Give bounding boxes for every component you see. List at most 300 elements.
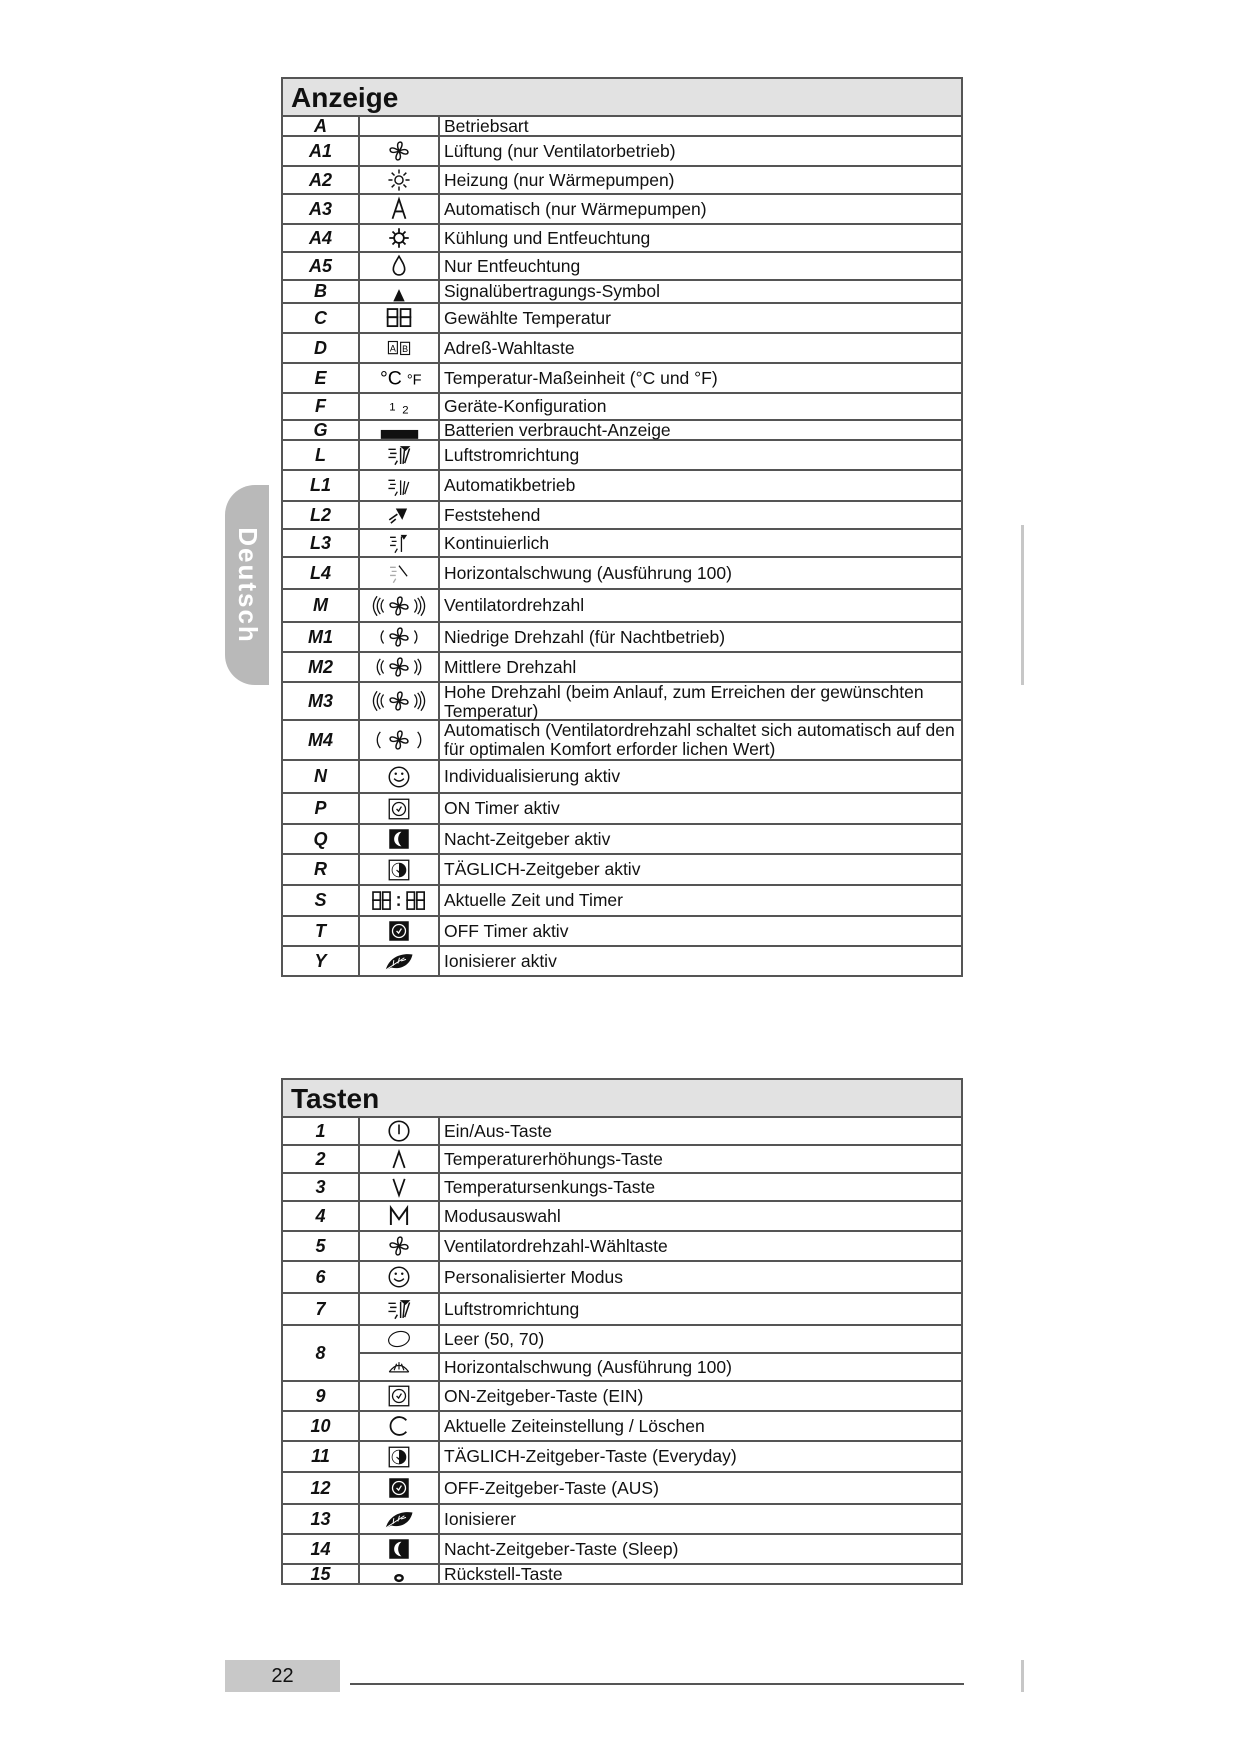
tasten-table — [281, 1078, 963, 1585]
airflow-fixed-icon-graphic — [386, 502, 412, 528]
row-icon-cell — [360, 167, 440, 193]
off-timer-icon — [360, 1473, 438, 1503]
row-icon-cell — [360, 855, 440, 884]
row-icon-cell — [360, 253, 440, 279]
row-description: Temperaturerhöhungs-Taste — [444, 1148, 663, 1169]
svg-text:°C: °C — [379, 367, 402, 390]
row-code: 15 — [283, 1565, 360, 1583]
row-description: Horizontalschwung (Ausführung 100) — [440, 1352, 961, 1380]
table-row — [283, 281, 961, 304]
row-description-cell — [440, 683, 961, 719]
row-description: Adreß-Wahltaste — [444, 337, 575, 358]
fan-icon — [360, 137, 438, 165]
airflow-icon-graphic — [386, 442, 412, 468]
table-row — [283, 1202, 961, 1232]
table-row — [283, 947, 961, 977]
swing-icon-graphic — [386, 1354, 412, 1380]
row-code: R — [283, 855, 360, 884]
row-code: 6 — [283, 1262, 360, 1292]
row-code: L2 — [283, 502, 360, 528]
moon-icon-graphic — [386, 1536, 412, 1562]
row-code: L4 — [283, 558, 360, 588]
row-description: OFF Timer aktiv — [444, 920, 569, 941]
row-icon-cell — [360, 761, 440, 792]
row-icon-cell — [360, 441, 440, 469]
moon-icon — [360, 825, 438, 853]
table-row — [283, 117, 961, 137]
table-row — [283, 225, 961, 253]
row-description-cell — [440, 1565, 961, 1583]
off-timer-icon-graphic — [386, 918, 412, 944]
table-row — [283, 394, 961, 421]
table-row — [283, 721, 961, 761]
row-description-cell — [440, 1326, 961, 1380]
off-timer-icon — [360, 917, 438, 945]
row-code: 14 — [283, 1535, 360, 1563]
auto-a-icon-graphic — [386, 196, 412, 222]
row-description-cell — [440, 1232, 961, 1260]
clear-c-icon-graphic — [386, 1413, 412, 1439]
row-icon-cell — [360, 364, 440, 392]
row-code: M3 — [283, 683, 360, 719]
fan-icon-graphic — [386, 1233, 412, 1259]
airflow-auto-icon — [360, 471, 438, 500]
row-code: P — [283, 794, 360, 823]
row-description-cell — [440, 334, 961, 362]
row-description: Luftstromrichtung — [444, 1298, 580, 1319]
airflow-horizontal-icon — [360, 558, 438, 588]
row-description-cell — [440, 502, 961, 528]
row-description: Ventilatordrehzahl-Wähltaste — [444, 1235, 668, 1256]
row-description-cell — [440, 394, 961, 419]
fan-icon — [360, 1232, 438, 1260]
row-icon-cell — [360, 1262, 440, 1292]
row-description: Ventilatordrehzahl — [444, 595, 585, 615]
row-icon-cell — [360, 825, 440, 853]
row-description: Signalübertragungs-Symbol — [444, 281, 660, 301]
row-description-cell — [440, 304, 961, 332]
daily-timer-icon-graphic — [386, 857, 412, 883]
row-description-cell — [440, 1442, 961, 1471]
row-description: Nur Entfeuchtung — [444, 255, 581, 276]
row-description: Niedrige Drehzahl (für Nachtbetrieb) — [444, 626, 726, 647]
row-code: L — [283, 441, 360, 469]
table-row — [283, 917, 961, 947]
row-description: Betriebsart — [444, 116, 529, 136]
smiley-icon-graphic — [386, 1264, 412, 1290]
page-number: 22 — [225, 1660, 340, 1692]
table-row — [283, 253, 961, 281]
row-description: Aktuelle Zeit und Timer — [444, 890, 623, 910]
row-icon-cell — [360, 281, 440, 302]
row-description-cell — [440, 721, 961, 759]
table-row — [283, 195, 961, 225]
oval-icon-graphic — [386, 1326, 412, 1352]
row-description: Individualisierung aktiv — [444, 766, 621, 786]
row-icon-cell — [360, 1565, 440, 1583]
row-icon-cell — [360, 683, 440, 719]
language-tab — [225, 485, 269, 685]
row-code: A4 — [283, 225, 360, 251]
row-description: Mittlere Drehzahl — [444, 656, 577, 677]
page-edge-mark — [1021, 1660, 1024, 1692]
row-description: OFF-Zeitgeber-Taste (AUS) — [444, 1477, 659, 1498]
language-tab-label: Deutsch — [232, 526, 263, 644]
row-icon-cell — [360, 1202, 440, 1230]
table-row — [283, 421, 961, 441]
fan-speed-high-icon — [360, 590, 438, 621]
row-description: Kontinuierlich — [444, 532, 550, 553]
table-row — [283, 886, 961, 917]
row-icon-cell — [360, 1535, 440, 1563]
daily-timer-icon — [360, 1442, 438, 1471]
row-icon-cell — [360, 502, 440, 528]
table-row — [283, 1174, 961, 1202]
row-code: A1 — [283, 137, 360, 165]
row-code: M4 — [283, 721, 360, 759]
row-icon-cell — [360, 471, 440, 500]
row-description-cell — [440, 195, 961, 223]
row-description-cell — [440, 281, 961, 302]
fan-speed-auto-icon-graphic — [373, 727, 425, 753]
row-description: Modusauswahl — [444, 1205, 561, 1226]
row-icon-cell — [360, 917, 440, 945]
fan-speed-mid-icon — [360, 653, 438, 681]
row-code: F — [283, 394, 360, 419]
row-code: L1 — [283, 471, 360, 500]
tasten-heading: Tasten — [283, 1080, 961, 1118]
row-description: Luftstromrichtung — [444, 444, 580, 465]
daily-timer-icon — [360, 855, 438, 884]
table-row — [283, 1505, 961, 1535]
row-description-cell — [440, 530, 961, 556]
row-description-cell — [440, 137, 961, 165]
table-row — [283, 1382, 961, 1412]
row-description: Lüftung (nur Ventilatorbetrieb) — [444, 140, 676, 161]
row-icon-cell — [360, 590, 440, 621]
row-description-cell — [440, 558, 961, 588]
row-icon-cell — [360, 394, 440, 419]
row-code: 7 — [283, 1294, 360, 1324]
svg-text:1: 1 — [389, 401, 396, 414]
row-code: A3 — [283, 195, 360, 223]
row-code: 4 — [283, 1202, 360, 1230]
row-icon-cell — [360, 530, 440, 556]
row-code: 1 — [283, 1118, 360, 1144]
row-icon-cell — [360, 1326, 440, 1380]
leaf-icon-graphic — [383, 948, 416, 974]
clock-digits-icon — [360, 886, 438, 915]
table-row — [283, 1412, 961, 1442]
row-code: S — [283, 886, 360, 915]
table-row — [283, 1294, 961, 1326]
row-code: 11 — [283, 1442, 360, 1471]
row-code: A — [283, 117, 360, 135]
one-two-icon — [360, 394, 438, 420]
row-code: 5 — [283, 1232, 360, 1260]
leaf-icon — [360, 1505, 438, 1533]
smiley-icon-graphic — [386, 764, 412, 790]
row-code: D — [283, 334, 360, 362]
row-icon-cell — [360, 1294, 440, 1324]
table-row — [283, 1146, 961, 1174]
row-description: Automatisch (Ventilatordrehzahl schaltet sich automatisch auf den für optimalen Komfort erforder lichen Wert) — [444, 720, 955, 759]
row-description: Temperatursenkungs-Taste — [444, 1176, 656, 1197]
off-timer-icon-graphic — [386, 1475, 412, 1501]
celsius-fahrenheit-icon — [360, 364, 438, 392]
row-description-cell — [440, 1473, 961, 1503]
airflow-horizontal-icon-graphic — [386, 560, 412, 586]
row-icon-cell — [360, 653, 440, 681]
svg-text:A: A — [389, 343, 396, 354]
row-description: Temperatur-Maßeinheit (°C und °F) — [444, 367, 718, 388]
row-description-cell — [440, 1505, 961, 1533]
row-icon-cell — [360, 1118, 440, 1144]
table-row — [283, 1565, 961, 1585]
on-timer-icon-graphic — [386, 1383, 412, 1409]
chevron-up-icon — [360, 1146, 438, 1172]
oval-icon — [360, 1326, 438, 1352]
row-icon-cell — [360, 304, 440, 332]
row-description: Leer (50, 70) — [444, 1328, 545, 1349]
row-description: Hohe Drehzahl (beim Anlauf, zum Erreichen der gewünschten Temperatur) — [444, 682, 924, 721]
row-description-cell — [440, 1146, 961, 1172]
row-code: M — [283, 590, 360, 621]
row-icon-cell — [360, 623, 440, 651]
ab-boxes-icon-graphic — [386, 335, 412, 361]
snowflake-icon — [360, 225, 438, 251]
mode-m-icon-graphic — [386, 1203, 412, 1229]
swing-icon — [360, 1352, 438, 1380]
table-row — [283, 855, 961, 886]
row-description-cell — [440, 1412, 961, 1440]
row-description-cell — [440, 1294, 961, 1324]
drop-icon — [360, 253, 438, 279]
row-icon-cell — [360, 794, 440, 823]
row-description-cell — [440, 886, 961, 915]
row-description: Rückstell-Taste — [444, 1564, 563, 1584]
segment-88-icon-graphic — [386, 305, 412, 331]
row-code: C — [283, 304, 360, 332]
row-description-cell — [440, 653, 961, 681]
row-icon-cell — [360, 421, 440, 439]
icon-cell-empty — [360, 117, 438, 135]
row-description: Aktuelle Zeiteinstellung / Löschen — [444, 1415, 705, 1436]
row-description-cell — [440, 225, 961, 251]
power-icon-graphic — [386, 1118, 412, 1144]
row-icon-cell — [360, 1146, 440, 1172]
row-code: Q — [283, 825, 360, 853]
reset-icon — [360, 1565, 438, 1591]
airflow-auto-icon-graphic — [386, 473, 412, 499]
row-description-cell — [440, 1202, 961, 1230]
row-description-cell — [440, 253, 961, 279]
on-timer-icon-graphic — [386, 796, 412, 822]
row-description-cell — [440, 855, 961, 884]
table-row — [283, 590, 961, 623]
table-row — [283, 1442, 961, 1473]
row-code: G — [283, 421, 360, 439]
leaf-icon — [360, 947, 438, 975]
row-icon-cell — [360, 947, 440, 975]
row-description: Feststehend — [444, 504, 541, 525]
row-description: Horizontalschwung (Ausführung 100) — [444, 562, 732, 583]
chevron-down-icon-graphic — [386, 1174, 412, 1200]
row-description-cell — [440, 1535, 961, 1563]
reset-icon-graphic — [386, 1565, 412, 1591]
moon-icon-graphic — [386, 826, 412, 852]
fan-speed-high-icon-graphic — [373, 688, 425, 714]
fan-speed-high-icon-graphic — [373, 593, 425, 619]
row-icon-cell — [360, 1232, 440, 1260]
svg-text:2: 2 — [402, 404, 409, 417]
ab-boxes-icon — [360, 334, 438, 362]
row-description: Automatisch (nur Wärmepumpen) — [444, 198, 707, 219]
airflow-icon — [360, 441, 438, 469]
row-code: Y — [283, 947, 360, 975]
table-row — [283, 558, 961, 590]
row-description-cell — [440, 794, 961, 823]
row-code: M1 — [283, 623, 360, 651]
row-icon-cell — [360, 886, 440, 915]
row-code: N — [283, 761, 360, 792]
fan-speed-low-icon-graphic — [373, 624, 425, 650]
snowflake-icon-graphic — [386, 225, 412, 251]
celsius-fahrenheit-icon-graphic — [379, 365, 420, 391]
table-row — [283, 441, 961, 471]
row-description-cell — [440, 441, 961, 469]
table-row — [283, 761, 961, 794]
leaf-icon-graphic — [383, 1506, 416, 1532]
row-code: 2 — [283, 1146, 360, 1172]
table-row — [283, 502, 961, 530]
footer-rule — [350, 1683, 964, 1685]
row-code: 8 — [283, 1326, 360, 1380]
row-code: 9 — [283, 1382, 360, 1410]
smiley-icon — [360, 1262, 438, 1292]
row-description-cell — [440, 761, 961, 792]
moon-icon — [360, 1535, 438, 1563]
row-description-cell — [440, 917, 961, 945]
row-description: TÄGLICH-Zeitgeber-Taste (Everyday) — [444, 1446, 737, 1466]
row-description: Heizung (nur Wärmepumpen) — [444, 169, 675, 190]
row-description: Ein/Aus-Taste — [444, 1120, 552, 1141]
row-description: Ionisierer aktiv — [444, 950, 557, 971]
on-timer-icon — [360, 794, 438, 823]
row-code: B — [283, 281, 360, 302]
table-row — [283, 1262, 961, 1294]
row-icon-cell — [360, 225, 440, 251]
fan-speed-high-icon — [360, 683, 438, 719]
table-row — [283, 794, 961, 825]
fan-icon-graphic — [386, 138, 412, 164]
airflow-continuous-icon — [360, 530, 438, 556]
row-icon-cell — [360, 117, 440, 135]
airflow-fixed-icon — [360, 502, 438, 528]
segment-88-icon — [360, 304, 438, 332]
table-row — [283, 167, 961, 195]
table-row — [283, 1232, 961, 1262]
table-row — [283, 304, 961, 334]
anzeige-table — [281, 77, 963, 977]
row-code: 3 — [283, 1174, 360, 1200]
table-row — [283, 1535, 961, 1565]
table-row — [283, 530, 961, 558]
row-description-cell — [440, 623, 961, 651]
auto-a-icon — [360, 195, 438, 223]
on-timer-icon — [360, 1382, 438, 1410]
table-row — [283, 825, 961, 855]
row-description-cell — [440, 1262, 961, 1292]
row-icon-cell — [360, 1412, 440, 1440]
chevron-down-icon — [360, 1174, 438, 1200]
row-code: 13 — [283, 1505, 360, 1533]
row-description: ON-Zeitgeber-Taste (EIN) — [444, 1385, 644, 1406]
fan-speed-mid-icon-graphic — [373, 654, 425, 680]
row-description-cell — [440, 1382, 961, 1410]
row-description: Gewählte Temperatur — [444, 307, 611, 328]
row-description-cell — [440, 947, 961, 975]
row-description: Personalisierter Modus — [444, 1266, 623, 1287]
row-description-cell — [440, 364, 961, 392]
table-row — [283, 1473, 961, 1505]
one-two-icon-graphic — [386, 394, 412, 420]
row-code: T — [283, 917, 360, 945]
chevron-up-icon-graphic — [386, 1146, 412, 1172]
svg-text:°F: °F — [406, 372, 422, 389]
row-description-cell — [440, 167, 961, 193]
smiley-icon — [360, 761, 438, 792]
row-icon-cell — [360, 558, 440, 588]
page-edge-mark — [1021, 525, 1024, 685]
sun-icon-graphic — [386, 167, 412, 193]
fan-speed-low-icon — [360, 623, 438, 651]
row-code: 12 — [283, 1473, 360, 1503]
power-icon — [360, 1118, 438, 1144]
row-description: ON Timer aktiv — [444, 798, 560, 818]
row-description-cell — [440, 1174, 961, 1200]
airflow-icon — [360, 1294, 438, 1324]
clock-digits-icon-graphic — [371, 888, 427, 914]
row-code: A5 — [283, 253, 360, 279]
row-description-cell — [440, 590, 961, 621]
row-icon-cell — [360, 1473, 440, 1503]
row-icon-cell — [360, 334, 440, 362]
daily-timer-icon-graphic — [386, 1444, 412, 1470]
row-code: M2 — [283, 653, 360, 681]
row-icon-cell — [360, 721, 440, 759]
row-icon-cell — [360, 195, 440, 223]
table-row — [283, 1326, 961, 1382]
row-description-cell — [440, 825, 961, 853]
svg-text:B: B — [402, 344, 409, 355]
table-row — [283, 623, 961, 653]
row-code: E — [283, 364, 360, 392]
row-description: TÄGLICH-Zeitgeber aktiv — [444, 859, 641, 879]
row-icon-cell — [360, 1505, 440, 1533]
row-code: L3 — [283, 530, 360, 556]
table-row — [283, 1118, 961, 1146]
row-description: Nacht-Zeitgeber aktiv — [444, 828, 611, 849]
row-description: Ionisierer — [444, 1508, 516, 1529]
row-description-cell — [440, 421, 961, 439]
clear-c-icon — [360, 1412, 438, 1440]
row-description: Batterien verbraucht-Anzeige — [444, 420, 671, 440]
row-description-cell — [440, 1118, 961, 1144]
table-row — [283, 334, 961, 364]
table-row — [283, 653, 961, 683]
table-row — [283, 683, 961, 721]
